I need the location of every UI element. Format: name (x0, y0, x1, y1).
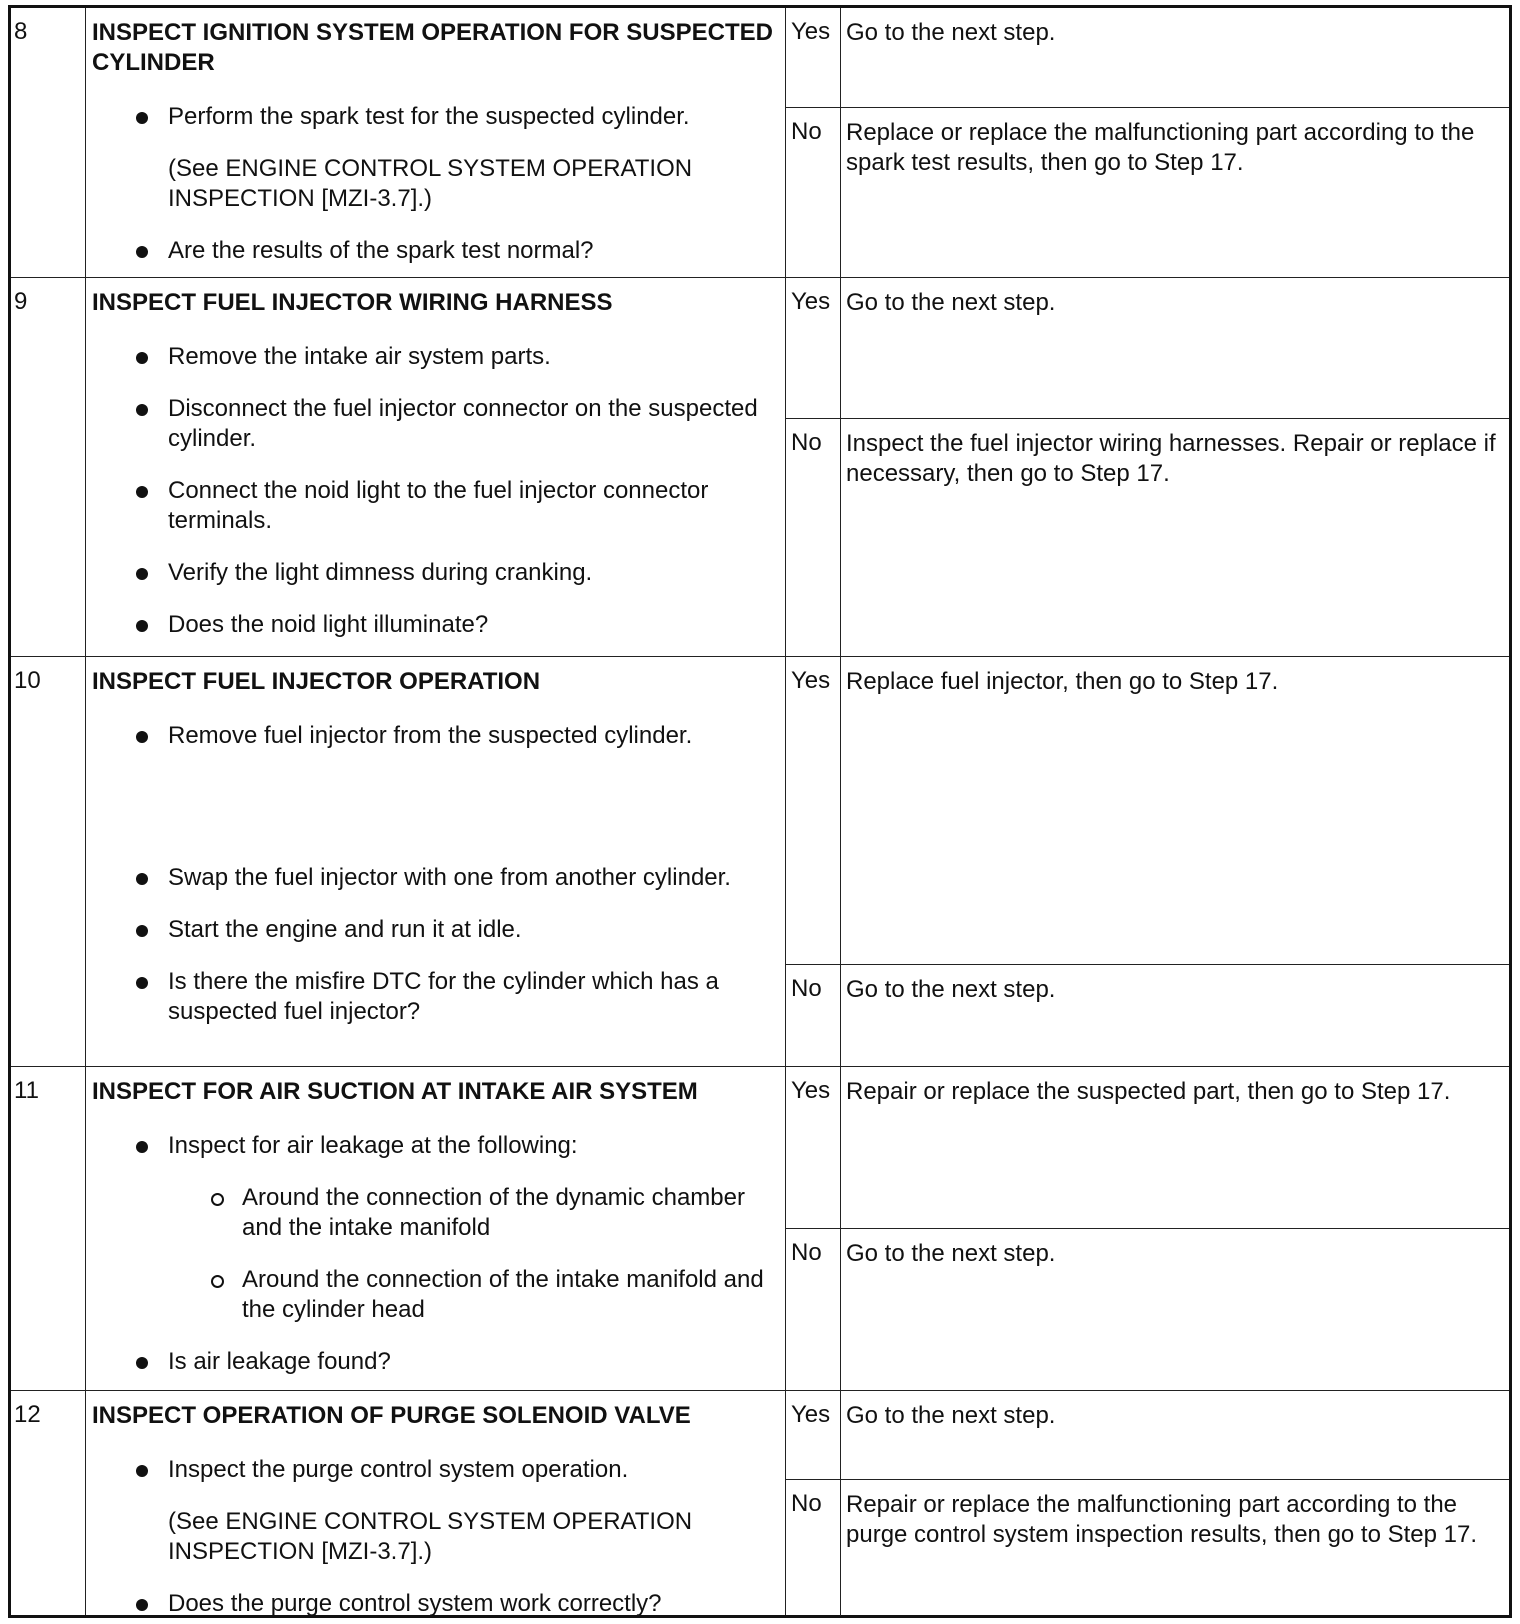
bullet-icon (136, 977, 148, 989)
list-item: Is air leakage found? (92, 1347, 775, 1377)
list-item: Remove fuel injector from the suspected cylinder. (92, 721, 775, 751)
bullet-icon (136, 1599, 148, 1611)
answer-label: No (786, 108, 841, 277)
reference-note: (See ENGINE CONTROL SYSTEM OPERATION INSPECTION [MZI-3.7].) (168, 1508, 693, 1565)
bullet-icon (136, 1357, 148, 1369)
hollow-bullet-icon (211, 1193, 224, 1206)
reference-note: (See ENGINE CONTROL SYSTEM OPERATION INSPECTION [MZI-3.7].) (168, 155, 693, 212)
result-yes (786, 657, 1509, 964)
table-row (11, 277, 1509, 656)
list-item: Are the results of the spark test normal? (92, 236, 775, 266)
table-row (11, 1390, 1509, 1615)
step-description (86, 1391, 786, 1615)
answer-label: Yes (786, 1067, 841, 1228)
list-item: Swap the fuel injector with one from another cylinder. (92, 863, 775, 893)
bullet-icon (136, 873, 148, 885)
answer-label: No (786, 419, 841, 657)
step-number: 9 (11, 278, 86, 656)
answer-action: Repair or replace the malfunctioning part according to the purge control system inspection results, then go to Step 17. (846, 1491, 1478, 1548)
answer-label: No (786, 965, 841, 1067)
step-number: 11 (11, 1067, 86, 1390)
answer-label: No (786, 1229, 841, 1391)
list-item: Does the purge control system work correctly? (92, 1589, 775, 1619)
result-no (786, 964, 1509, 1067)
step-description (86, 1067, 786, 1390)
list-item: Verify the light dimness during cranking. (92, 558, 775, 588)
bullet-icon (136, 568, 148, 580)
step-number: 10 (11, 657, 86, 1066)
result-no (786, 418, 1509, 657)
list-item: Perform the spark test for the suspected cylinder. (92, 102, 775, 132)
diagnostic-procedure-table (8, 5, 1512, 1618)
answer-label: Yes (786, 8, 841, 107)
list-item: Disconnect the fuel injector connector on the suspected cylinder. (92, 394, 775, 454)
bullet-icon (136, 246, 148, 258)
table-row (11, 8, 1509, 277)
answer-action: Go to the next step. (846, 1240, 1056, 1267)
list-item: Remove the intake air system parts. (92, 342, 775, 372)
list-item: Inspect the purge control system operation. (92, 1455, 775, 1485)
answer-action: Go to the next step. (846, 1402, 1056, 1429)
result-no (786, 107, 1509, 277)
answer-label: Yes (786, 278, 841, 418)
answer-label: Yes (786, 1391, 841, 1479)
table-row (11, 1066, 1509, 1390)
bullet-icon (136, 352, 148, 364)
answer-label: No (786, 1480, 841, 1616)
answer-action: Replace or replace the malfunctioning part according to the spark test results, then go to Step 17. (846, 119, 1475, 176)
result-yes (786, 8, 1509, 107)
bullet-icon (136, 1141, 148, 1153)
bullet-icon (136, 1465, 148, 1477)
bullet-icon (136, 925, 148, 937)
step-title: INSPECT FOR AIR SUCTION AT INTAKE AIR SYSTEM (92, 1078, 698, 1105)
answer-action: Inspect the fuel injector wiring harnesses. Repair or replace if necessary, then go to Step 17. (846, 430, 1496, 487)
result-no (786, 1228, 1509, 1391)
result-yes (786, 278, 1509, 418)
list-item: Inspect for air leakage at the following: (92, 1131, 775, 1161)
step-title: INSPECT FUEL INJECTOR OPERATION (92, 668, 541, 695)
step-number: 12 (11, 1391, 86, 1615)
step-description (86, 8, 786, 277)
step-title: INSPECT IGNITION SYSTEM OPERATION FOR SUSPECTED CYLINDER (92, 19, 773, 76)
answer-action: Go to the next step. (846, 289, 1056, 316)
result-no (786, 1479, 1509, 1616)
answer-action: Go to the next step. (846, 19, 1056, 46)
list-item: Is there the misfire DTC for the cylinder which has a suspected fuel injector? (92, 967, 775, 1027)
answer-action: Go to the next step. (846, 976, 1056, 1003)
result-yes (786, 1391, 1509, 1479)
sub-list-item: Around the connection of the dynamic chamber and the intake manifold (92, 1183, 775, 1243)
sub-list-item: Around the connection of the intake manifold and the cylinder head (92, 1265, 775, 1325)
bullet-icon (136, 404, 148, 416)
answer-label: Yes (786, 657, 841, 964)
bullet-icon (136, 731, 148, 743)
bullet-icon (136, 112, 148, 124)
answer-action: Replace fuel injector, then go to Step 17. (846, 668, 1279, 695)
list-item: Does the noid light illuminate? (92, 610, 775, 640)
table-row (11, 656, 1509, 1066)
answer-action: Repair or replace the suspected part, then go to Step 17. (846, 1078, 1451, 1105)
step-number: 8 (11, 8, 86, 277)
bullet-icon (136, 486, 148, 498)
step-title: INSPECT FUEL INJECTOR WIRING HARNESS (92, 289, 613, 316)
list-item: Connect the noid light to the fuel injector connector terminals. (92, 476, 775, 536)
list-item: Start the engine and run it at idle. (92, 915, 775, 945)
result-yes (786, 1067, 1509, 1228)
step-title: INSPECT OPERATION OF PURGE SOLENOID VALVE (92, 1402, 691, 1429)
bullet-icon (136, 620, 148, 632)
step-description (86, 657, 786, 1066)
step-description (86, 278, 786, 656)
hollow-bullet-icon (211, 1275, 224, 1288)
